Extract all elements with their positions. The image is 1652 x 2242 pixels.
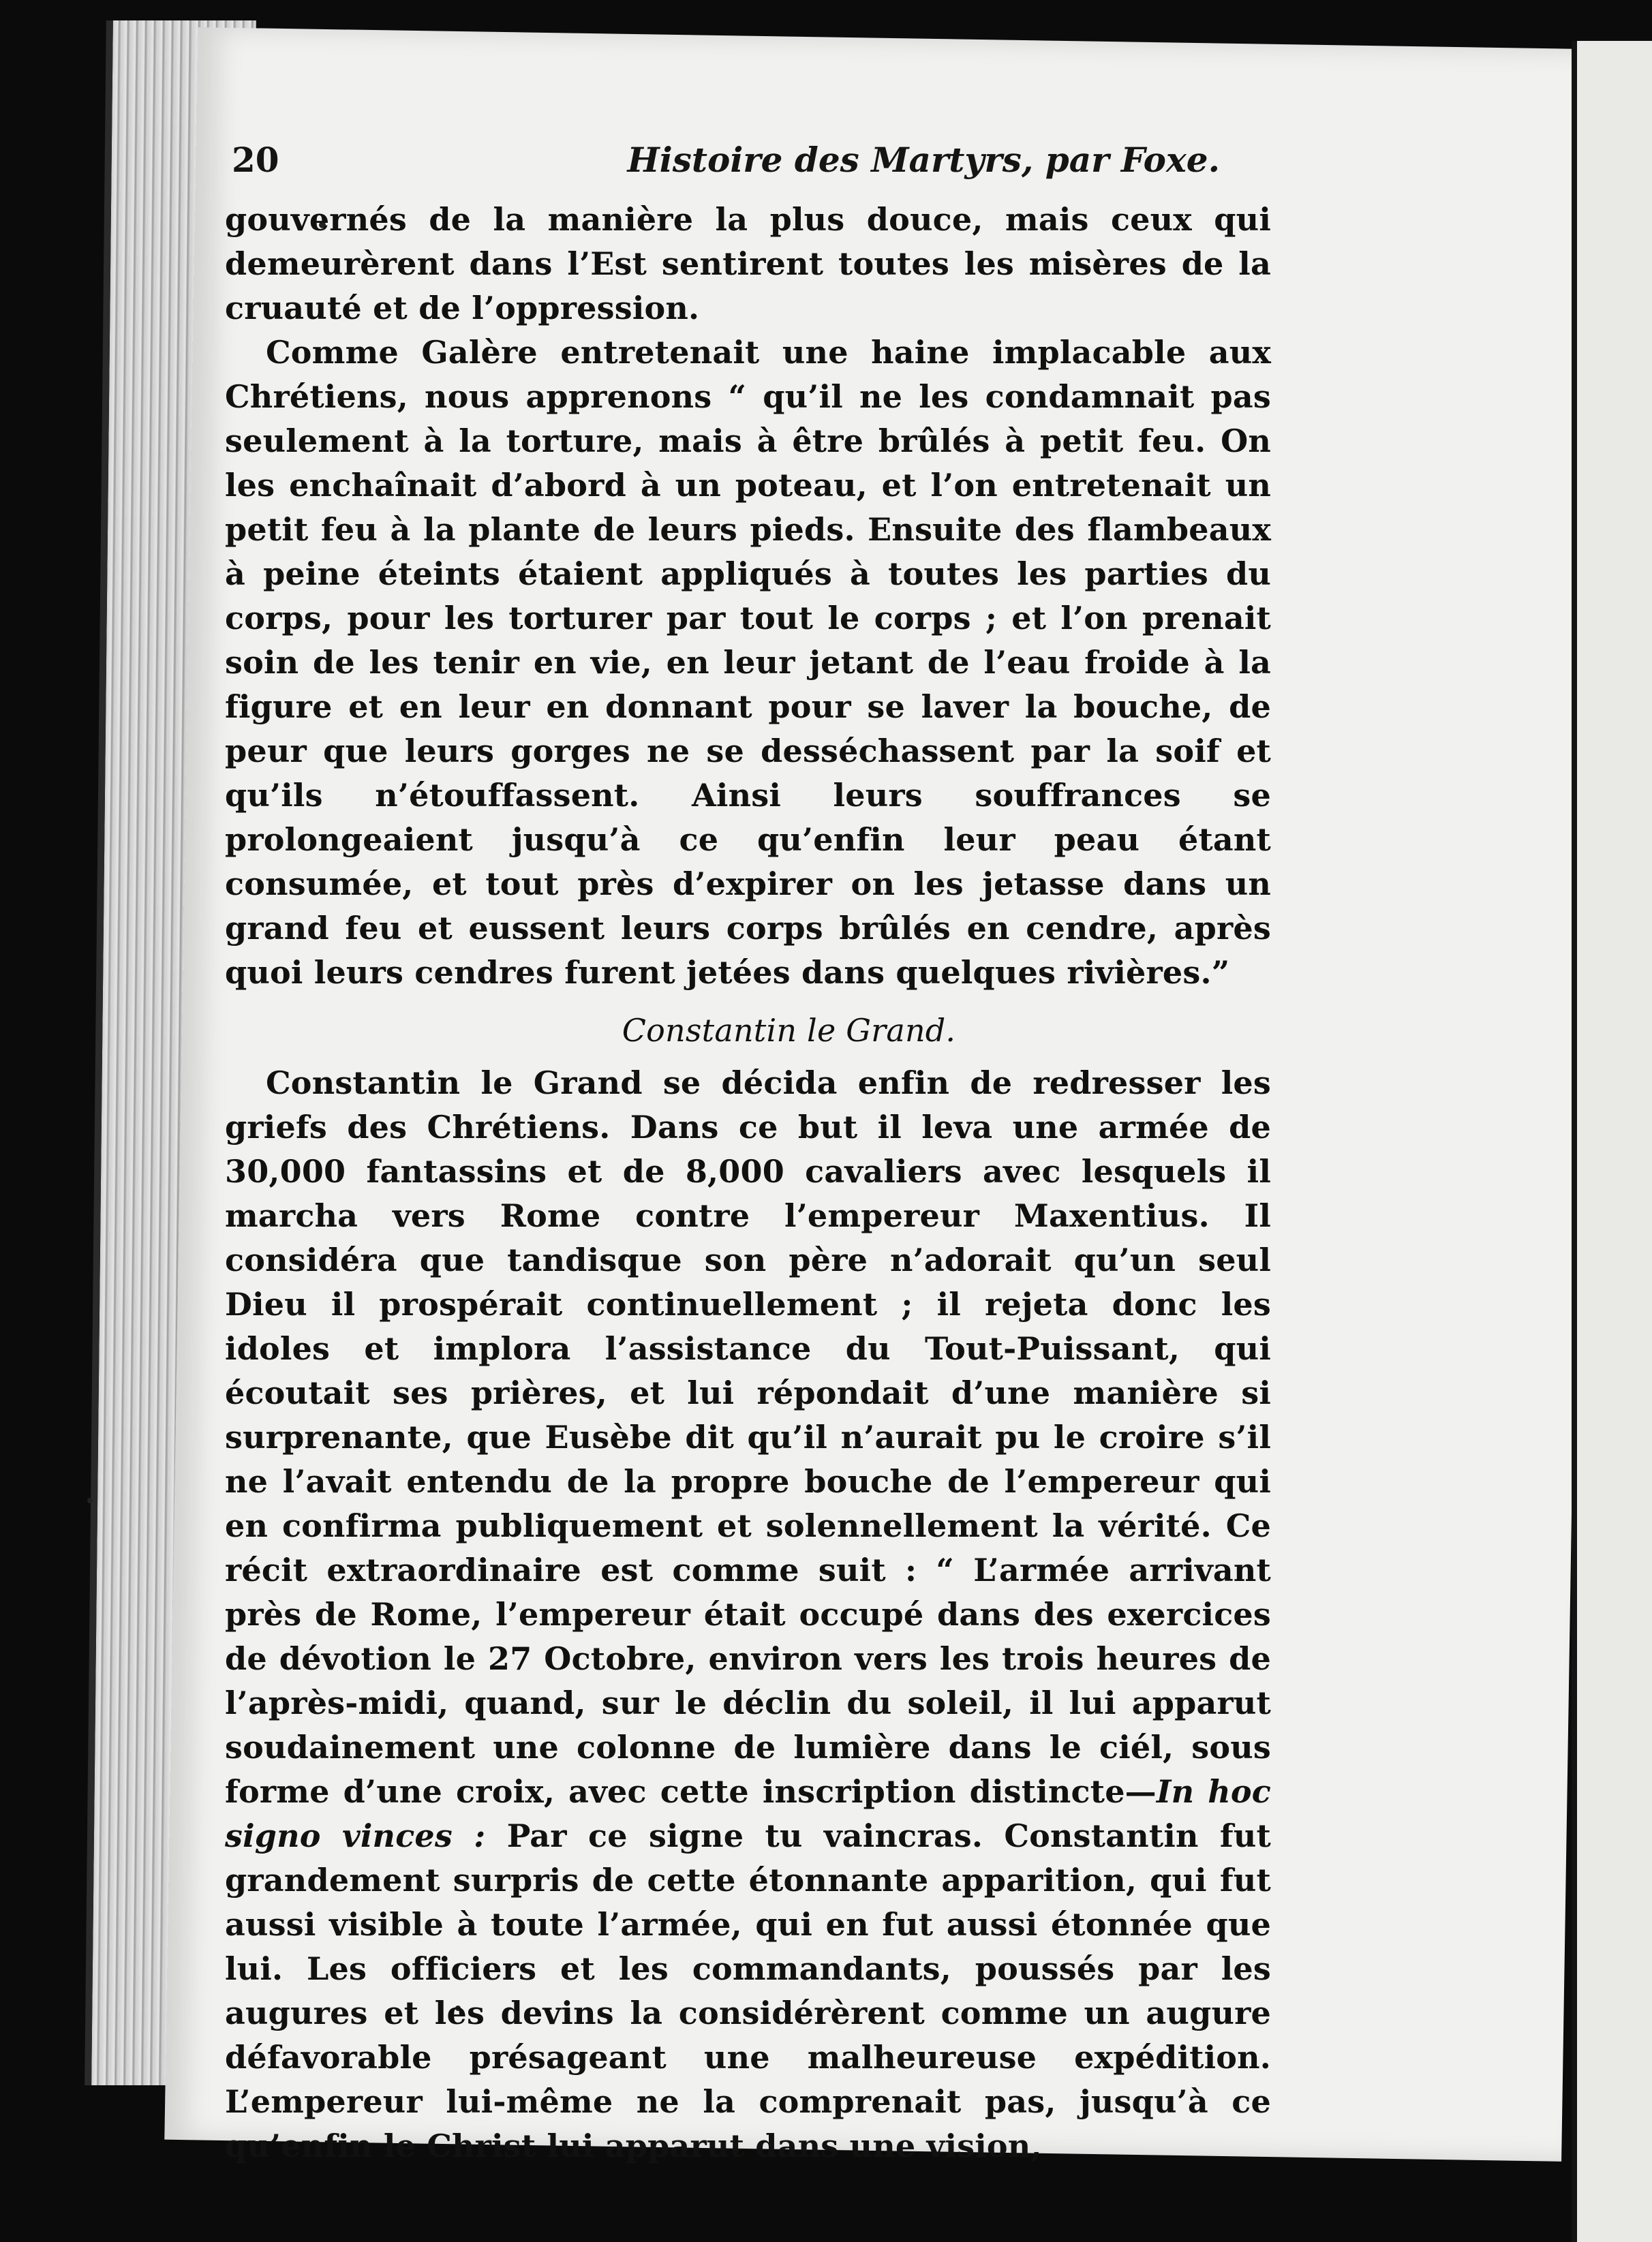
running-header (232, 140, 1227, 187)
section-heading: Constantin le Grand. (622, 1012, 956, 1049)
latin-inscription: In hoc signo vinces : (225, 1773, 1271, 1854)
body-text (225, 198, 1271, 2168)
running-title: Histoire des Martyrs, par Foxe. (627, 140, 1220, 180)
paragraph-text: Constantin le Grand se décida enfin de redresser les griefs des Chrétiens. Dans ce but il leva une armée de 30,000 fantassins et de 8,000 cavaliers avec lesquels il marcha vers Rome contre l’empereur Maxentius. Il considéra que tandisque son père n’adorait qu’un seul Dieu il prospérait continuellement ; il rejeta donc les idoles et implora l’assistance du Tout-Puissant, qui écoutait ses prières, et lui répondait d’une manière si surprenante, que Eusèbe dit qu’il n’aurait pu le croire s’il ne l’avait entendu de la propre bouche de l’empereur qui en confirma publiquement et solennellement la vérité. Ce récit extraordinaire est comme suit : “ L’armée arrivant près de Rome, l’empereur était occupé dans des exercices de dévotion le 27 Octobre, environ vers les trois heures de l’après-midi, quand, sur le déclin du soleil, il lui apparut soudainement une colonne de lumière dans le ciél, sous forme d’une croix, avec cette inscription distincte— (225, 1064, 1271, 1810)
page-number: 20 (232, 140, 279, 180)
right-page-edge (1572, 41, 1652, 2242)
paragraph: Comme Galère entretenait une haine implacable aux Chrétiens, nous apprenons “ qu’il ne les condamnait pas seulement à la torture, mais à être brûlés à petit feu. On les enchaînait d’abord à un poteau, et l’on entretenait un petit feu à la plante de leurs pieds. Ensuite des flambeaux à peine éteints étaient appliqués à toutes les parties du corps, pour les torturer par tout le corps ; et l’on prenait soin de les tenir en vie, en leur jetant de l’eau froide à la figure et en leur en donnant pour se laver la bouche, de peur que leurs gorges ne se desséchassent par la soif et qu’ils n’étouffassent. Ainsi leurs souffrances se prolongeaient jusqu’à ce qu’enfin leur peau étant consumée, et tout près d’expirer on les jetasse dans un grand feu et eussent leurs corps brûlés en cendre, après quoi leurs cendres furent jetées dans quelques rivières.” (225, 334, 1271, 991)
paragraph: gouvernés de la manière la plus douce, mais ceux qui demeurèrent dans l’Est sentirent toutes les misères de la cruauté et de l’oppression. (225, 201, 1271, 326)
paragraph-text: Par ce signe tu vaincras. Constantin fut grandement surpris de cette étonnante apparition, qui fut aussi visible à toute l’armée, qui en fut aussi étonnée que lui. Les officiers et les commandants, poussés par les augures et les devins la considérèrent comme un augure défavorable présageant une malheureuse expédition. L’empereur lui-même ne la comprenait pas, jusqu’à ce qu’enfin le Christ lui apparut dans une vision, (225, 1817, 1272, 2164)
paragraph (225, 1061, 1271, 2168)
speck-mark (87, 1498, 93, 1503)
